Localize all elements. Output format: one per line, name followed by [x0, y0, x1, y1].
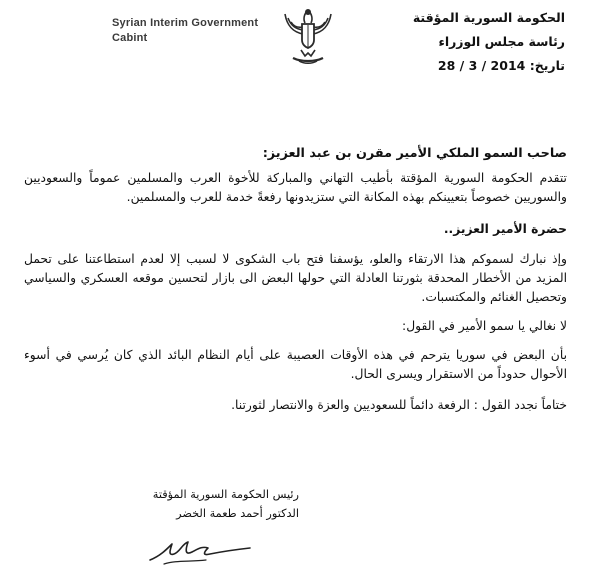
arabic-letterhead-line1: الحكومة السورية المؤقتة — [412, 10, 565, 25]
salutation: حضرة الأمير العزيز.. — [443, 222, 567, 236]
arabic-letterhead-line2: رئاسة مجلس الوزراء — [438, 34, 565, 49]
letter-date — [365, 54, 565, 78]
letter-body — [24, 144, 567, 415]
eagle-emblem-icon — [281, 4, 335, 66]
date-label: تاريخ: — [529, 58, 565, 73]
english-letterhead — [112, 16, 258, 46]
paragraph-statement: بأن البعض في سوريا يترحم في هذه الأوقات العصيبة على أيام النظام البائد الذي كان يُرسي في أسوء الأحوال حدوداً من الاستقرار ويسرى الحال. — [24, 348, 567, 381]
paragraph-complaint: وإذ نبارك لسموكم هذا الارتقاء والعلو، يؤسفنا فتح باب الشكوى لا لسبب إلا لعدم استطاعتنا على تحمل المزيد من الأخطار المحدقة بثورتنا العادلة التي حولها البعض الى بازار لتحسين موقعه العسكري والسياسي وتحصيل الغنائم والمكتسبات. — [24, 252, 567, 304]
handwritten-signature-icon — [146, 536, 256, 566]
english-letterhead-line2: Cabint — [112, 32, 148, 44]
paragraph-congratulations: تتقدم الحكومة السورية المؤقتة بأطيب التهاني والمباركة للأخوة العرب والمسلمين عموماً والسعوديين والسوريين خصوصاً بتعيينكم بهذه المكانة التي ستزيدونها رفعةً خدمة للعرب والمسلمين. — [24, 171, 567, 204]
paragraph-closing: ختاماً نجدد القول : الرفعة دائماً للسعوديين والعزة والانتصار لثورتنا. — [231, 398, 567, 412]
signatory-name: الدكتور أحمد طعمة الخضر — [176, 507, 299, 520]
addressee: صاحب السمو الملكي الأمير مقرن بن عبد العزيز: — [262, 146, 567, 161]
arabic-letterhead — [365, 6, 565, 78]
signatory-title: رئيس الحكومة السورية المؤقتة — [152, 488, 299, 501]
signature-block — [153, 485, 299, 523]
english-letterhead-line1: Syrian Interim Government — [112, 17, 259, 29]
date-value: 2014 / 3 / 28 — [437, 58, 526, 73]
paragraph-statement-intro: لا نغالي يا سمو الأمير في القول: — [402, 319, 567, 333]
